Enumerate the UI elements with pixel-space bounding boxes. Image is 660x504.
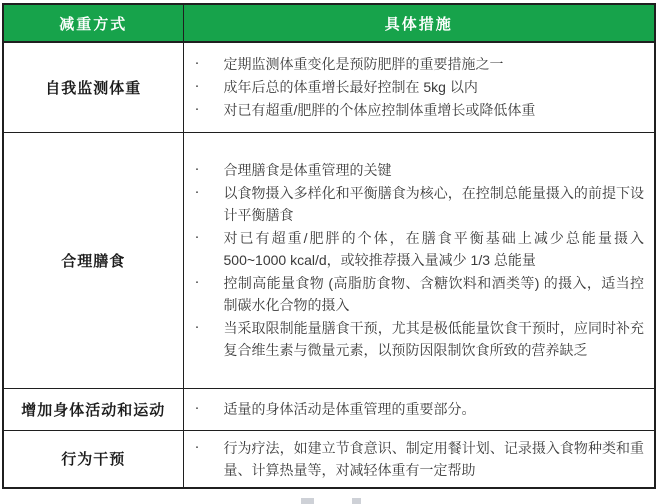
measure-item [188, 159, 645, 181]
measures-list [188, 437, 645, 481]
method-cell: 行为干预 [3, 430, 183, 488]
table-row [3, 42, 655, 132]
bullet-icon: · [194, 77, 200, 95]
measures-cell [183, 42, 655, 132]
bullet-icon: · [194, 399, 200, 416]
bullet-icon: · [194, 183, 200, 200]
measure-item [188, 272, 645, 316]
measure-text: 适量的身体活动是体重管理的重要部分。 [223, 401, 476, 417]
bullet-icon: · [194, 318, 200, 335]
column-header-method: 减重方式 [3, 4, 183, 42]
method-cell: 自我监测体重 [3, 42, 183, 132]
cutoff-artifact [352, 498, 361, 504]
table-row [3, 430, 655, 488]
measures-cell [183, 388, 655, 430]
measure-item [188, 99, 645, 121]
weight-reduction-table [2, 3, 656, 489]
measure-text: 成年后总的体重增长最好控制在 5kg 以内 [223, 79, 478, 96]
bullet-icon: · [194, 273, 200, 290]
measures-cell [183, 132, 655, 388]
measure-text: 合理膳食是体重管理的关键 [223, 162, 392, 178]
bullet-icon: · [194, 160, 200, 177]
bullet-icon: · [194, 437, 200, 455]
column-header-measures: 具体措施 [183, 4, 655, 42]
table-row [3, 132, 655, 388]
measures-list [188, 159, 645, 361]
cutoff-artifact [301, 498, 314, 504]
measures-cell [183, 430, 655, 488]
table-header-row [3, 4, 655, 42]
measure-text: 控制高能量食物 (高脂肪食物、含糖饮料和酒类等) 的摄入，适当控制碳水化合物的摄入 [223, 275, 644, 313]
method-cell: 合理膳食 [3, 132, 183, 388]
measure-item [188, 227, 645, 271]
measure-item [188, 317, 645, 361]
measures-list [188, 53, 645, 121]
measure-item [188, 437, 645, 481]
measure-item [188, 53, 645, 75]
measure-text: 行为疗法，如建立节食意识、制定用餐计划、记录摄入食物种类和重量、计算热量等，对减轻体重有一定帮助 [223, 439, 644, 478]
method-cell: 增加身体活动和运动 [3, 388, 183, 430]
measure-text: 定期监测体重变化是预防肥胖的重要措施之一 [223, 56, 504, 73]
bullet-icon: · [194, 228, 200, 245]
measure-item [188, 398, 645, 420]
bullet-icon: · [194, 100, 200, 118]
measure-item [188, 182, 645, 226]
measures-list [188, 398, 645, 420]
measure-item [188, 76, 645, 98]
measure-text: 对已有超重/肥胖的个体应控制体重增长或降低体重 [223, 102, 536, 119]
measure-text: 以食物摄入多样化和平衡膳食为核心，在控制总能量摄入的前提下设计平衡膳食 [223, 185, 644, 223]
bullet-icon: · [194, 54, 200, 72]
measure-text: 对已有超重/肥胖的个体，在膳食平衡基础上减少总能量摄入 500~1000 kcal/d，或较推荐摄入量减少 1/3 总能量 [223, 230, 644, 268]
measure-text: 当采取限制能量膳食干预，尤其是极低能量饮食干预时，应同时补充复合维生素与微量元素，以预防因限制饮食所致的营养缺乏 [223, 320, 644, 358]
table-row [3, 388, 655, 430]
